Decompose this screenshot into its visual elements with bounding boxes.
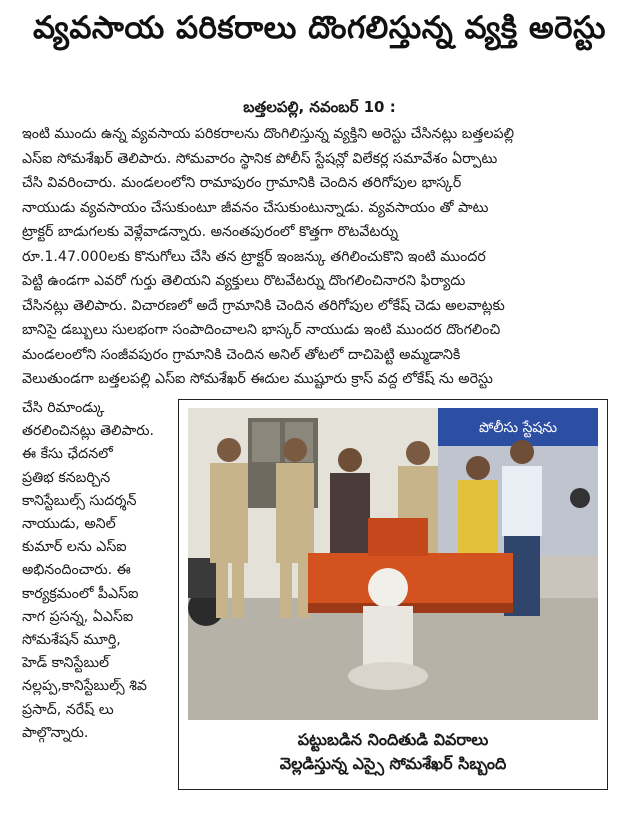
article-line: ట్రాక్టర్ బాడుగలకు వెళ్లేవాడన్నారు. అనంతపురంలో కొత్తగా రొటవేటర్ను bbox=[22, 224, 399, 240]
article-line: ఎస్ఐ సోమశేఖర్ తెలిపారు. సోమవారం స్థానిక పోలీస్ స్టేషన్లో విలేకర్ల సమావేశం ఏర్పాటు bbox=[22, 150, 498, 167]
article-line: నాయుడు వ్యవసాయం చేసుకుంటూ జీవనం చేసుకుంటున్నాడు. వ్యవసాయం తో పాటు bbox=[22, 199, 489, 216]
photo-frame bbox=[178, 399, 608, 790]
article-line: బానిసై డబ్బులు సులభంగా సంపాదించాలని భాస్కర్ నాయుడు ఇంటి ముందర దొంగలించి bbox=[22, 322, 501, 338]
article-line: చేసినట్లు తెలిపారు. విచారణలో అదే గ్రామానికి చెందిన తరిగోపుల లోకేష్ చెడు అలవాట్లకు bbox=[22, 297, 505, 314]
station-sign-text: పోలీసు స్టేషను bbox=[478, 420, 558, 436]
side-column-line: సోమశేషన్ మూర్తి, bbox=[22, 632, 121, 648]
side-column-line: చేసి రిమాండ్కు bbox=[22, 400, 105, 416]
photo-caption-line-2: వెల్లడిస్తున్న ఎస్సై సోమశేఖర్ సిబ్బంది bbox=[279, 754, 507, 773]
side-column-line: పాల్గొన్నారు. bbox=[22, 724, 89, 741]
side-column-line: ప్రతిభ కనబర్చిన bbox=[22, 469, 111, 486]
side-column-line: కార్యక్రమంలో పీఎస్ఐ bbox=[22, 585, 139, 602]
side-column-line: ప్రసాద్, నరేష్ లు bbox=[22, 701, 114, 718]
side-column-line: కుమార్ లను ఎస్ఐ bbox=[22, 539, 127, 556]
side-column-line: ఈ కేసు ఛేదనలో bbox=[22, 446, 113, 463]
side-column-line: నల్లప్ప,కానిస్టేబుల్స్ శివ bbox=[22, 678, 148, 695]
article-line: మండలంలోని సంజీవపురం గ్రామానికి చెందిన అనిల్ తోటలో దాచిపెట్టి అమ్మడానికి bbox=[22, 346, 461, 363]
side-column-line: తరలించినట్లు తెలిపారు. bbox=[22, 423, 155, 440]
article-line: చేసి వివరించారు. మండలంలోని రామాపురం గ్రామానికి చెందిన తరిగోపుల భాస్కర్ bbox=[22, 175, 462, 191]
side-column-line: అభినందించారు. ఈ bbox=[22, 562, 131, 579]
police-station-photo bbox=[188, 408, 598, 720]
side-column-line: నాగ ప్రసన్న, ఏఎస్ఐ bbox=[22, 608, 134, 625]
side-column-line: కానిస్టేబుల్స్ సుదర్శన్ bbox=[22, 492, 137, 509]
article-line: ఇంటి ముందు ఉన్న వ్యవసాయ పరికరాలను దొంగిలిస్తున్న వ్యక్తిని అరెస్టు చేసినట్లు బత్తలపల్లి bbox=[22, 126, 515, 142]
photo-caption-line-1: పట్టుబడిన నిందితుడి వివరాలు bbox=[297, 730, 489, 749]
article-line: పెట్టి ఉండగా ఎవరో గుర్తు తెలియని వ్యక్తులు రొటవేటర్ను దొంగలించినారని ఫిర్యాదు bbox=[22, 273, 466, 289]
headline: వ్యవసాయ పరికరాలు దొంగలిస్తున్న వ్యక్తి అరెస్టు bbox=[32, 10, 607, 46]
side-column-line: హెడ్ కానిస్టేబుల్ bbox=[22, 655, 110, 672]
dateline: బత్తలపల్లి, నవంబర్ 10 : bbox=[243, 98, 396, 116]
article-line: రూ.1.47.000లకు కొనుగోలు చేసి తన ట్రాక్టర్ ఇంజన్కు తగిలించుకొని ఇంటి ముందర bbox=[22, 248, 486, 265]
news-photo bbox=[188, 408, 598, 720]
side-column-line: నాయుడు, అనిల్ bbox=[22, 516, 116, 532]
article-line: వెలుతుండగా బత్తలపల్లి ఎస్ఐ సోమశేఖర్ ఈదుల ముష్టూరు క్రాస్ వద్ద లోకేష్ ను అరెస్టు bbox=[22, 371, 493, 387]
